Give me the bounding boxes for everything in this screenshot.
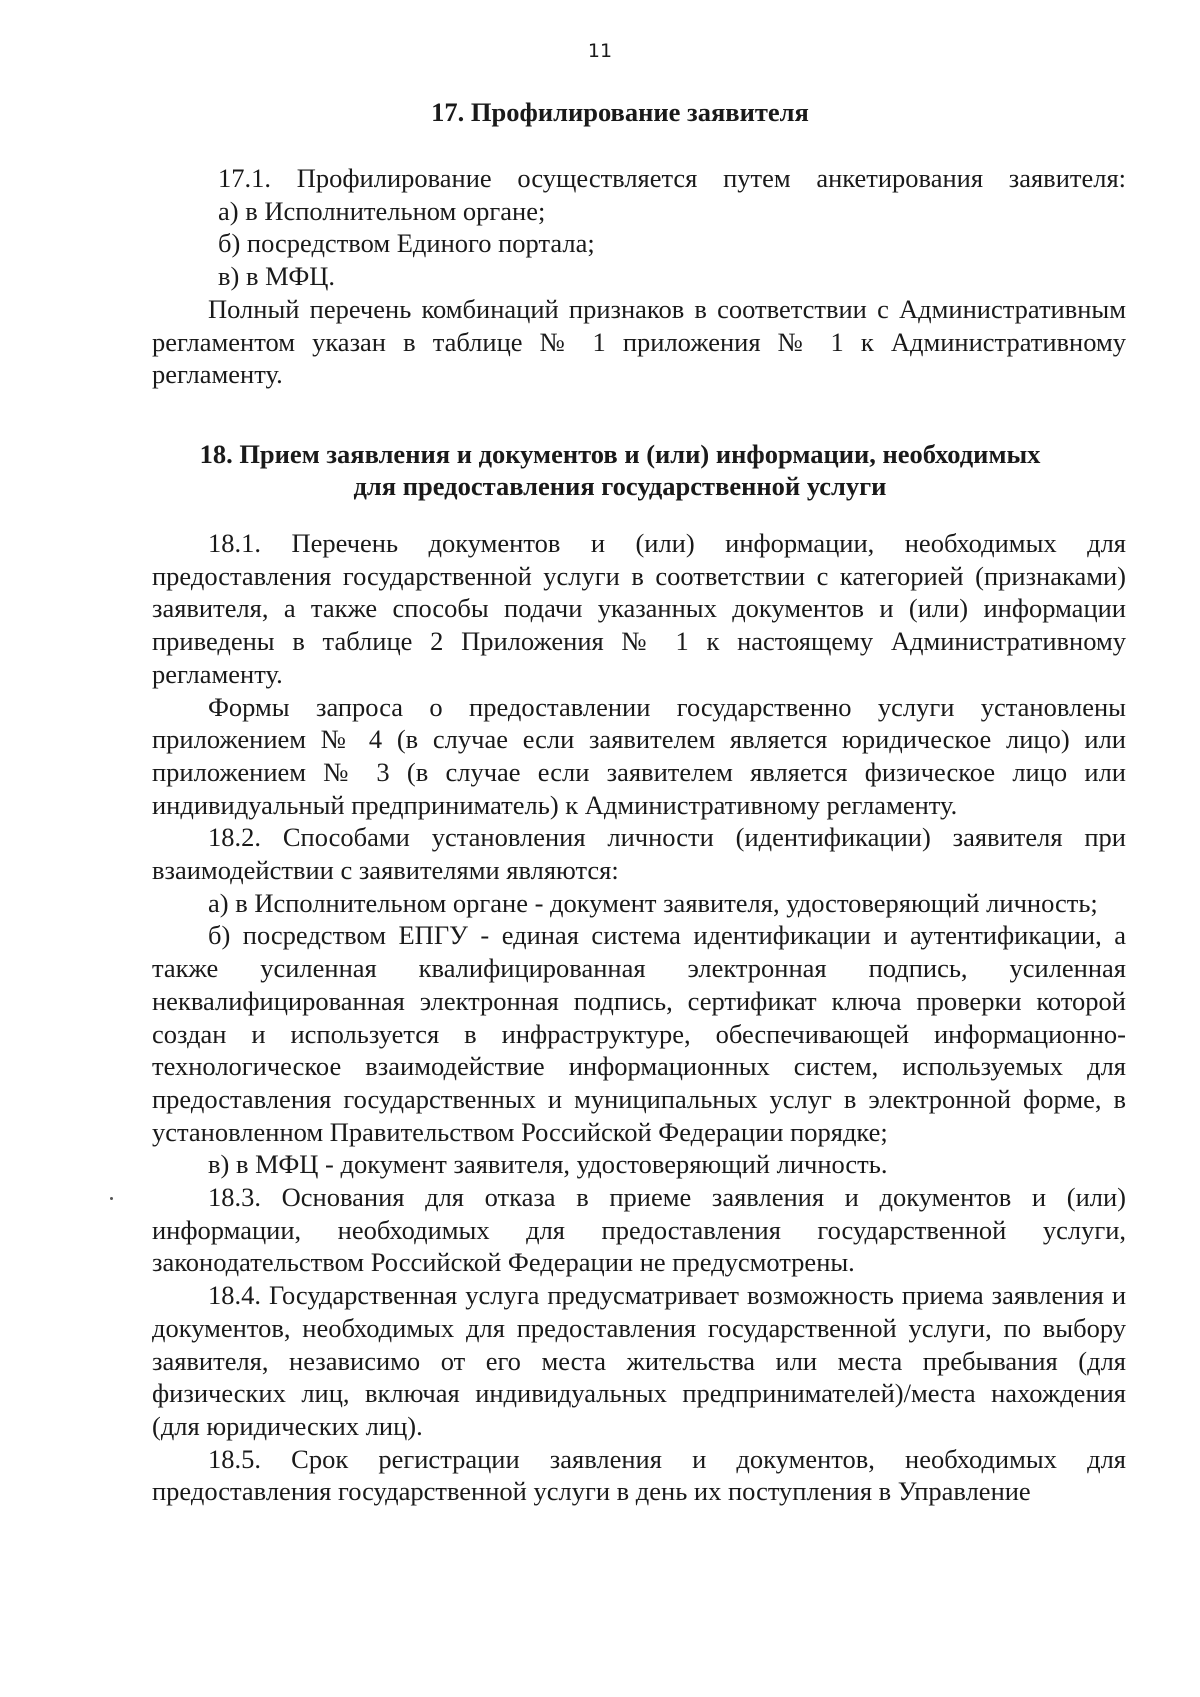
paragraph-17-full-list: Полный перечень комбинаций признаков в соответствии с Административным регламентом указан в таблице № 1 приложения № 1 к Административному регламенту. [152, 293, 1126, 390]
scan-speck [110, 1197, 113, 1200]
paragraph-18-1: 18.1. Перечень документов и (или) информации, необходимых для предоставления государственной услуги в соответствии с категорией (признаками) заявителя, а также способы подачи указанных документов и (или) информации приведены в таблице 2 Приложения № 1 к настоящему Административному регламенту. [152, 528, 1126, 689]
paragraph-18-2-c: в) в МФЦ - документ заявителя, удостоверяющий личность. [208, 1149, 888, 1180]
paragraph-forms: Формы запроса о предоставлении государственно услуги установлены приложением № 4 (в случае если заявителем является юридическое лицо) или приложением № 3 (в случае если заявителем является физическое лицо или индивидуальный предприниматель) к Административному регламенту. [152, 691, 1126, 820]
paragraph-18-5: 18.5. Срок регистрации заявления и документов, необходимых для предоставления государственной услуги в день их поступления в Управление [152, 1443, 1126, 1507]
paragraph-18-4: 18.4. Государственная услуга предусматривает возможность приема заявления и документов, необходимых для предоставления государственной услуги, по выбору заявителя, независимо от его места жительства или места пребывания (для физических лиц, включая индивидуальных предпринимателей)/места нахождения (для юридических лиц). [152, 1280, 1126, 1441]
section-17-body [152, 162, 1126, 391]
page-number: 11 [587, 40, 613, 62]
list-item-a: а) в Исполнительном органе; [218, 195, 546, 226]
section-18-heading-line1: 18. Прием заявления и документов и (или) информации, необходимых [199, 439, 1041, 469]
section-18-body [152, 527, 1126, 1508]
paragraph-18-2-a: а) в Исполнительном органе - документ заявителя, удостоверяющий личность; [208, 887, 1098, 918]
section-18-heading [120, 438, 1120, 502]
paragraph-18-3: 18.3. Основания для отказа в приеме заявления и документов и (или) информации, необходимых для предоставления государственной услуги, законодательством Российской Федерации не предусмотрены. [152, 1182, 1126, 1278]
paragraph-18-2-b: б) посредством ЕПГУ - единая система идентификации и аутентификации, а также усиленная квалифицированная электронная подпись, усиленная неквалифицированная электронная подпись, сертификат ключа проверки которой создан и используется в инфраструктуре, обеспечивающей информационно-технологическое взаимодействие информационных систем, используемых для предоставления государственных и муниципальных услуг в электронной форме, в установленном Правительством Российской Федерации порядке; [152, 920, 1126, 1147]
paragraph-17-1: 17.1. Профилирование осуществляется путем анкетирования заявителя: [218, 163, 1126, 193]
section-18-heading-line2: для предоставления государственной услуги [353, 471, 887, 501]
list-item-b: б) посредством Единого портала; [218, 228, 595, 259]
section-17-heading: 17. Профилирование заявителя [431, 97, 809, 127]
paragraph-18-2: 18.2. Способами установления личности (идентификации) заявителя при взаимодействии с заявителями являются: [152, 822, 1126, 886]
list-item-c: в) в МФЦ. [218, 261, 336, 292]
